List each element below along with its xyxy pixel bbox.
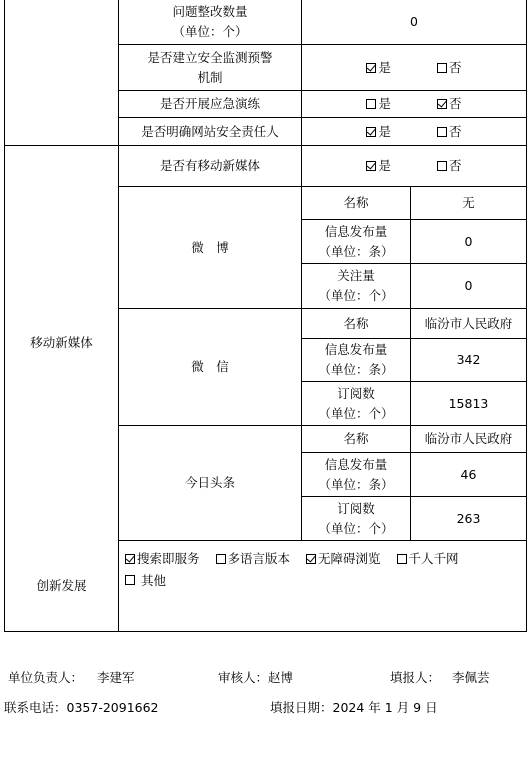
option-accessibility[interactable] (306, 548, 381, 569)
label-line: 是否明确网站安全责任人 (141, 123, 279, 139)
weibo-followers-value (410, 263, 527, 309)
label-line: 问题整改数量 (172, 4, 248, 19)
toutiao-posts-label (301, 452, 411, 497)
checkbox-unchecked-icon[interactable] (437, 161, 447, 171)
innovation-options (118, 540, 527, 632)
checkbox-checked-icon[interactable] (125, 554, 135, 564)
yes-label: 是 (378, 158, 391, 173)
footer-reviewer (218, 668, 293, 686)
checkbox-checked-icon[interactable] (366, 63, 376, 73)
section-mobile-media (4, 145, 119, 541)
value-has-mobile (301, 145, 527, 187)
label-line: 名称 (343, 315, 369, 331)
toutiao-posts-value (410, 452, 527, 497)
option-label: 其他 (141, 572, 167, 588)
weibo-name-value (410, 186, 527, 220)
no-label: 否 (449, 158, 462, 173)
label-line: 是否建立安全监测预警 (147, 49, 273, 65)
weibo-posts-value (410, 219, 527, 264)
footer-value: 2024 年 1 月 9 日 (332, 700, 438, 715)
checkbox-checked-icon[interactable] (306, 554, 316, 564)
checkbox-unchecked-icon[interactable] (437, 63, 447, 73)
label-line: 信息发布量 (324, 223, 388, 239)
option-other[interactable] (125, 570, 166, 591)
platform-weibo (118, 186, 302, 309)
footer-phone (4, 698, 159, 716)
value-monitoring (301, 44, 527, 91)
label-line: 机制 (197, 69, 223, 85)
value-text: 342 (456, 352, 481, 367)
platform-name: 微 信 (191, 359, 229, 374)
option-multilingual[interactable] (216, 548, 291, 569)
section-label: 创新发展 (36, 577, 87, 593)
label-line: （单位：个） (172, 24, 248, 39)
checkbox-checked-icon[interactable] (437, 99, 447, 109)
value-drill (301, 90, 527, 118)
weixin-subs-label (301, 381, 411, 426)
value-text: 无 (462, 195, 475, 210)
platform-name: 微 博 (191, 239, 229, 255)
value-text: 0 (410, 14, 418, 29)
label-line: （单位：条） (318, 243, 394, 259)
footer-label: 联系电话： (4, 700, 67, 715)
yes-label: 是 (378, 96, 391, 111)
label-line: （单位：个） (318, 405, 394, 421)
footer-filler (390, 668, 490, 686)
yes-label: 是 (378, 123, 391, 139)
weibo-followers-label (301, 263, 411, 309)
label-line: 名称 (343, 195, 369, 210)
label-line: 订阅数 (337, 385, 375, 401)
value-responsible (301, 117, 527, 146)
footer-label: 填报日期： (270, 700, 333, 715)
label-line: 信息发布量 (324, 342, 388, 357)
footer-unit-head (8, 668, 135, 686)
option-personalized[interactable] (397, 548, 459, 569)
label-line: 信息发布量 (324, 456, 388, 472)
label-line: 是否有移动新媒体 (159, 158, 260, 173)
checkbox-unchecked-icon[interactable] (216, 554, 226, 564)
footer-value: 李佩芸 (452, 670, 490, 685)
value-text: 临汾市人民政府 (424, 315, 513, 331)
label-line: 是否开展应急演练 (159, 96, 260, 111)
option-label: 多语言版本 (227, 551, 291, 566)
checkbox-unchecked-icon[interactable] (397, 554, 407, 564)
checkbox-unchecked-icon[interactable] (437, 127, 447, 137)
checkbox-checked-icon[interactable] (366, 161, 376, 171)
platform-weixin (118, 308, 302, 426)
no-label: 否 (449, 96, 462, 111)
label-line: （单位：个） (318, 520, 394, 536)
platform-toutiao (118, 425, 302, 541)
value-text: 15813 (448, 395, 489, 411)
option-label: 千人千网 (408, 551, 459, 566)
toutiao-name-label (301, 425, 411, 453)
weixin-name-value (410, 308, 527, 339)
no-label: 否 (449, 59, 462, 75)
value-text: 263 (456, 510, 481, 526)
section-innovation (4, 540, 119, 632)
label-drill (118, 90, 302, 118)
option-search-service[interactable] (125, 548, 200, 569)
footer-label: 单位负责人： (8, 670, 84, 685)
value-issue-count (301, 0, 527, 45)
no-label: 否 (449, 123, 462, 139)
value-text: 0 (464, 233, 473, 249)
label-line: （单位：条） (318, 362, 394, 377)
section-label: 移动新媒体 (30, 335, 93, 350)
label-has-mobile (118, 145, 302, 187)
footer-label: 审核人： (218, 670, 269, 685)
label-issue-count (118, 0, 302, 45)
weixin-name-label (301, 308, 411, 339)
footer-value: 0357-2091662 (66, 700, 159, 715)
label-line: 订阅数 (337, 500, 375, 516)
weixin-posts-label (301, 338, 411, 382)
label-line: （单位：个） (318, 288, 394, 303)
toutiao-subs-value (410, 496, 527, 541)
weibo-name-label (301, 186, 411, 220)
checkbox-checked-icon[interactable] (366, 127, 376, 137)
platform-name: 今日头条 (184, 475, 235, 490)
toutiao-name-value (410, 425, 527, 453)
yes-label: 是 (378, 59, 391, 75)
weibo-posts-label (301, 219, 411, 264)
value-text: 0 (464, 278, 473, 293)
label-responsible (118, 117, 302, 146)
outer-left-top (4, 0, 119, 146)
option-label: 搜索即服务 (137, 551, 200, 566)
checkbox-unchecked-icon[interactable] (125, 575, 135, 585)
value-text: 临汾市人民政府 (424, 431, 513, 446)
toutiao-subs-label (301, 496, 411, 541)
label-line: （单位：条） (318, 476, 394, 492)
value-text: 46 (460, 466, 477, 482)
weixin-posts-value (410, 338, 527, 382)
footer-value: 李建军 (97, 670, 135, 685)
checkbox-unchecked-icon[interactable] (366, 99, 376, 109)
footer-date (270, 698, 438, 716)
option-label: 无障碍浏览 (318, 551, 381, 566)
label-monitoring (118, 44, 302, 91)
label-line: 关注量 (337, 268, 375, 283)
footer-value: 赵博 (268, 670, 294, 685)
footer-label: 填报人： (390, 670, 441, 685)
weixin-subs-value (410, 381, 527, 426)
label-line: 名称 (343, 431, 369, 446)
